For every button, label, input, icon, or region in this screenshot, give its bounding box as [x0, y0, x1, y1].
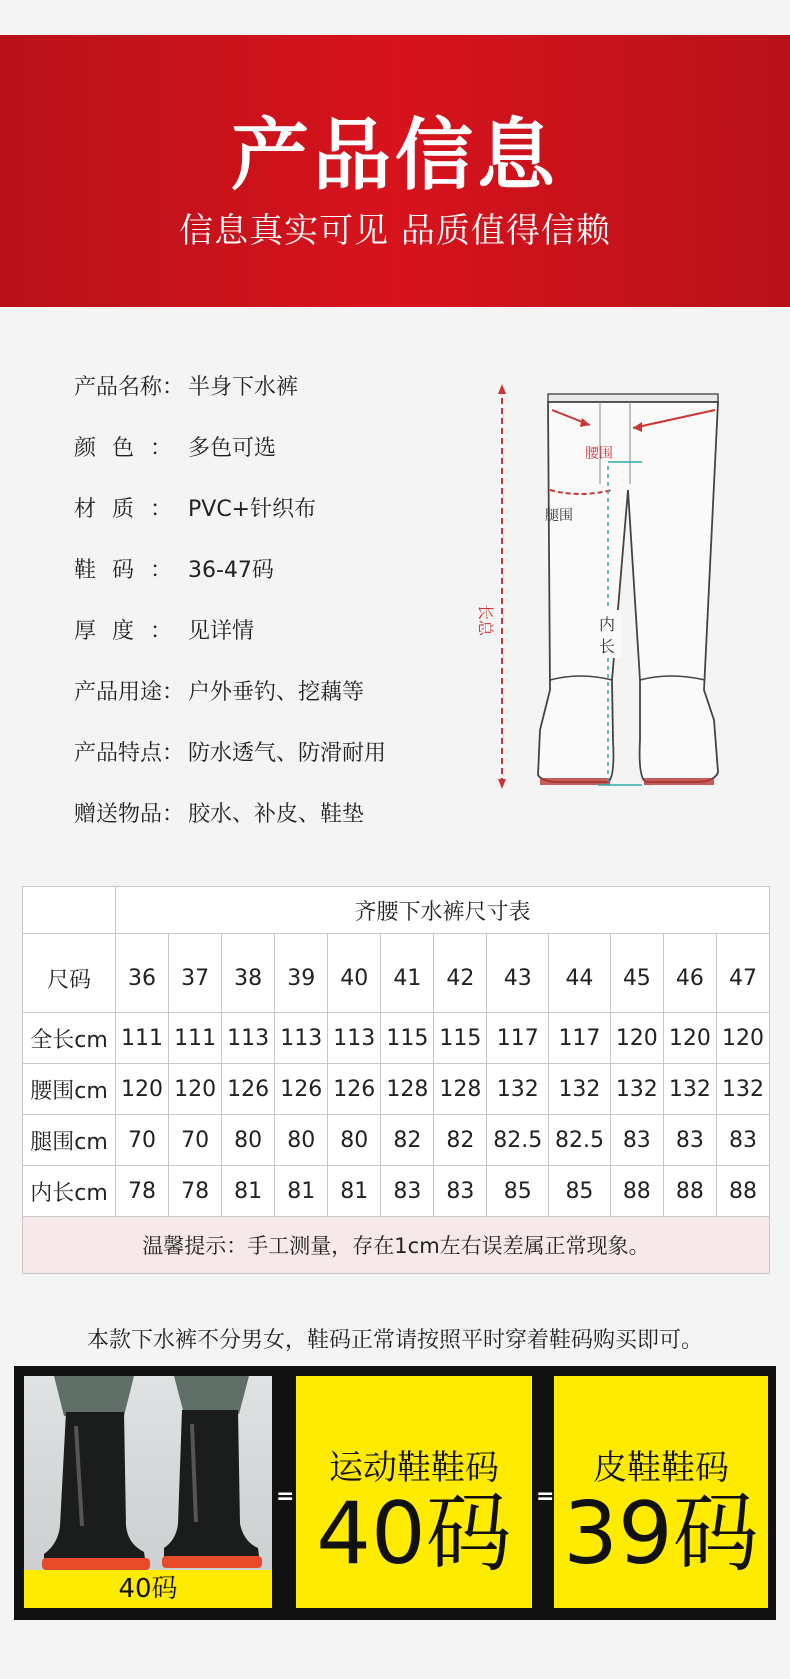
size-chart-table	[22, 886, 770, 1274]
shoe-size-comparison	[14, 1366, 776, 1620]
sport-shoe-size-card	[296, 1376, 532, 1608]
spec-value: 见详情	[188, 619, 255, 644]
header-banner	[0, 35, 790, 307]
spec-value: 36-47码	[188, 558, 274, 583]
equals-sign: =	[276, 1484, 295, 1509]
wader-outline-icon	[476, 380, 750, 830]
spec-value: PVC+针织布	[188, 497, 317, 522]
spec-row	[74, 492, 316, 528]
table-row: 内长cm 78 78 81 81 81 83 83 85 85 88 88 88	[23, 1166, 770, 1217]
table-row: 腿围cm 70 70 80 80 80 82 82 82.5 82.5 83 83 83	[23, 1115, 770, 1166]
spec-row	[74, 431, 276, 467]
page-subtitle: 信息真实可见 品质值得信赖	[179, 211, 611, 251]
spec-row	[74, 614, 254, 650]
svg-text:长: 长	[599, 637, 616, 656]
spec-label: 产品名称：	[74, 375, 185, 400]
spec-row	[74, 675, 364, 711]
spec-value: 半身下水裤	[188, 375, 299, 400]
spec-label: 产品特点：	[74, 741, 185, 766]
table-row: 腰围cm 120 120 126 126 126 128 128 132 132 132 132 132	[23, 1064, 770, 1115]
boot-size-label: 40码	[24, 1570, 272, 1608]
table-title: 齐腰下水裤尺寸表	[116, 887, 770, 934]
spec-label: 厚 度 ：	[74, 619, 172, 644]
spec-value: 户外垂钓、挖藕等	[188, 680, 365, 705]
spec-row	[74, 553, 274, 589]
table-corner-cell	[23, 887, 116, 934]
spec-row	[74, 736, 386, 772]
sport-shoe-size: 40码	[316, 1484, 512, 1584]
rubber-boot-icon	[24, 1376, 272, 1576]
table-row: 尺码 36 37 38 39 40 41 42 43 44 45 46 47	[23, 934, 770, 1013]
measurement-diagram	[476, 380, 750, 830]
spec-label: 鞋 码 ：	[74, 558, 172, 583]
leather-shoe-caption: 皮鞋鞋码	[593, 1448, 729, 1488]
spec-label: 颜 色 ：	[74, 436, 172, 461]
table-note-row	[23, 1217, 770, 1274]
svg-text:腿围: 腿围	[545, 508, 573, 524]
svg-text:长总: 长总	[476, 604, 495, 637]
spec-row	[74, 370, 298, 406]
spec-label: 产品用途：	[74, 680, 185, 705]
fit-note: 本款下水裤不分男女，鞋码正常请按照平时穿着鞋码购买即可。	[86, 1328, 703, 1353]
spec-label: 赠送物品：	[74, 802, 185, 827]
leather-shoe-size-card	[554, 1376, 768, 1608]
table-row: 全长cm 111 111 113 113 113 115 115 117 117 120 120 120	[23, 1013, 770, 1064]
equals-sign: =	[536, 1484, 555, 1509]
spec-value: 多色可选	[188, 436, 277, 461]
svg-text:内: 内	[599, 615, 616, 634]
spec-label: 材 质 ：	[74, 497, 172, 522]
sport-shoe-caption: 运动鞋鞋码	[329, 1448, 499, 1488]
measurement-note: 温馨提示：手工测量，存在1cm左右误差属正常现象。	[23, 1217, 770, 1274]
page-title: 产品信息	[230, 111, 559, 201]
svg-text:腰围: 腰围	[585, 446, 613, 462]
spec-row	[74, 797, 364, 833]
leather-shoe-size: 39码	[563, 1484, 759, 1584]
spec-value: 防水透气、防滑耐用	[188, 741, 387, 766]
spec-value: 胶水、补皮、鞋垫	[188, 802, 365, 827]
boot-photo	[24, 1376, 272, 1608]
